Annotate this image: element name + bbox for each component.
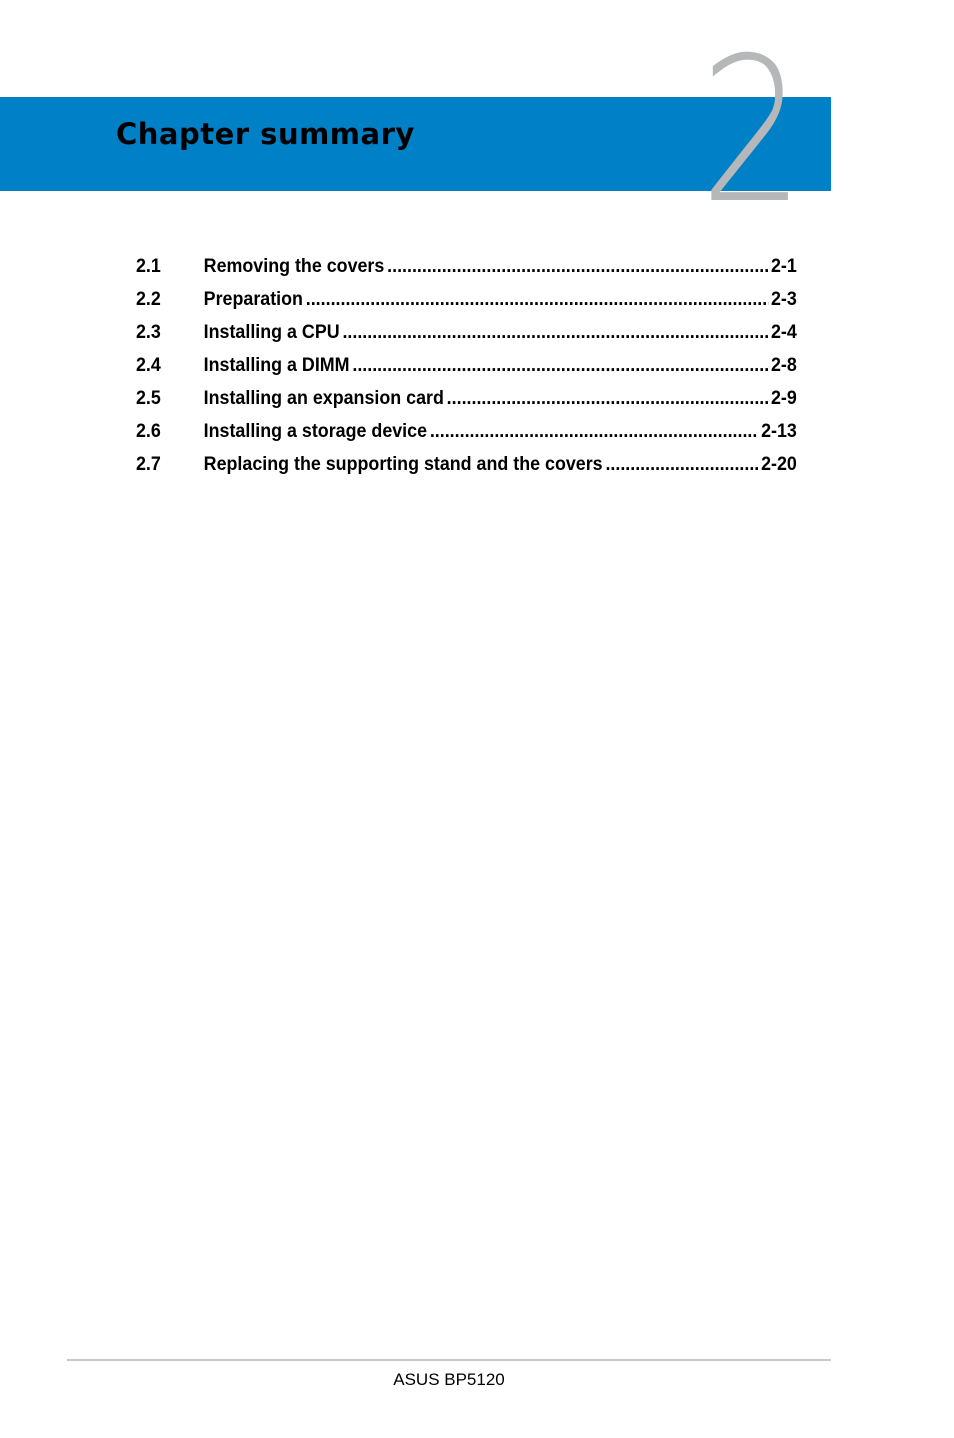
toc-section-number: 2.4 — [136, 355, 161, 376]
toc-entry[interactable] — [136, 289, 797, 322]
toc-section-number: 2.1 — [136, 256, 161, 277]
toc-page-number[interactable]: 2-9 — [770, 388, 797, 409]
footer-divider — [67, 1359, 831, 1361]
toc-entry[interactable] — [136, 322, 797, 355]
toc-page-number[interactable]: 2-20 — [761, 454, 797, 475]
toc-section-number: 2.6 — [136, 421, 161, 442]
table-of-contents — [136, 256, 797, 487]
toc-leader-dots — [352, 355, 768, 377]
toc-entry[interactable] — [136, 256, 797, 289]
footer-product-name: ASUS BP5120 — [393, 1370, 505, 1389]
toc-page-number[interactable]: 2-8 — [770, 355, 797, 376]
chapter-number: 2 — [700, 15, 805, 248]
toc-section-title[interactable]: Removing the covers — [203, 256, 385, 277]
toc-section-title[interactable]: Replacing the supporting stand and the covers — [203, 454, 603, 475]
page-title: Chapter summary — [116, 117, 415, 151]
toc-page-number[interactable]: 2-1 — [770, 256, 797, 277]
toc-section-number: 2.2 — [136, 289, 161, 310]
toc-page-number[interactable]: 2-3 — [770, 289, 797, 310]
toc-entry[interactable] — [136, 355, 797, 388]
toc-leader-dots — [430, 421, 758, 443]
toc-section-title[interactable]: Preparation — [203, 289, 303, 310]
toc-page-number[interactable]: 2-13 — [761, 421, 797, 442]
toc-leader-dots — [605, 454, 758, 476]
toc-section-title[interactable]: Installing an expansion card — [203, 388, 444, 409]
toc-leader-dots — [306, 289, 768, 311]
toc-entry[interactable] — [136, 421, 797, 454]
toc-section-number: 2.3 — [136, 322, 161, 343]
toc-section-title[interactable]: Installing a DIMM — [203, 355, 350, 376]
toc-section-number: 2.7 — [136, 454, 161, 475]
toc-section-title[interactable]: Installing a storage device — [203, 421, 428, 442]
toc-entry[interactable] — [136, 454, 797, 487]
toc-page-number[interactable]: 2-4 — [770, 322, 797, 343]
toc-section-number: 2.5 — [136, 388, 161, 409]
toc-leader-dots — [387, 256, 768, 278]
toc-section-title[interactable]: Installing a CPU — [203, 322, 340, 343]
toc-leader-dots — [342, 322, 768, 344]
toc-leader-dots — [447, 388, 768, 410]
toc-entry[interactable] — [136, 388, 797, 421]
